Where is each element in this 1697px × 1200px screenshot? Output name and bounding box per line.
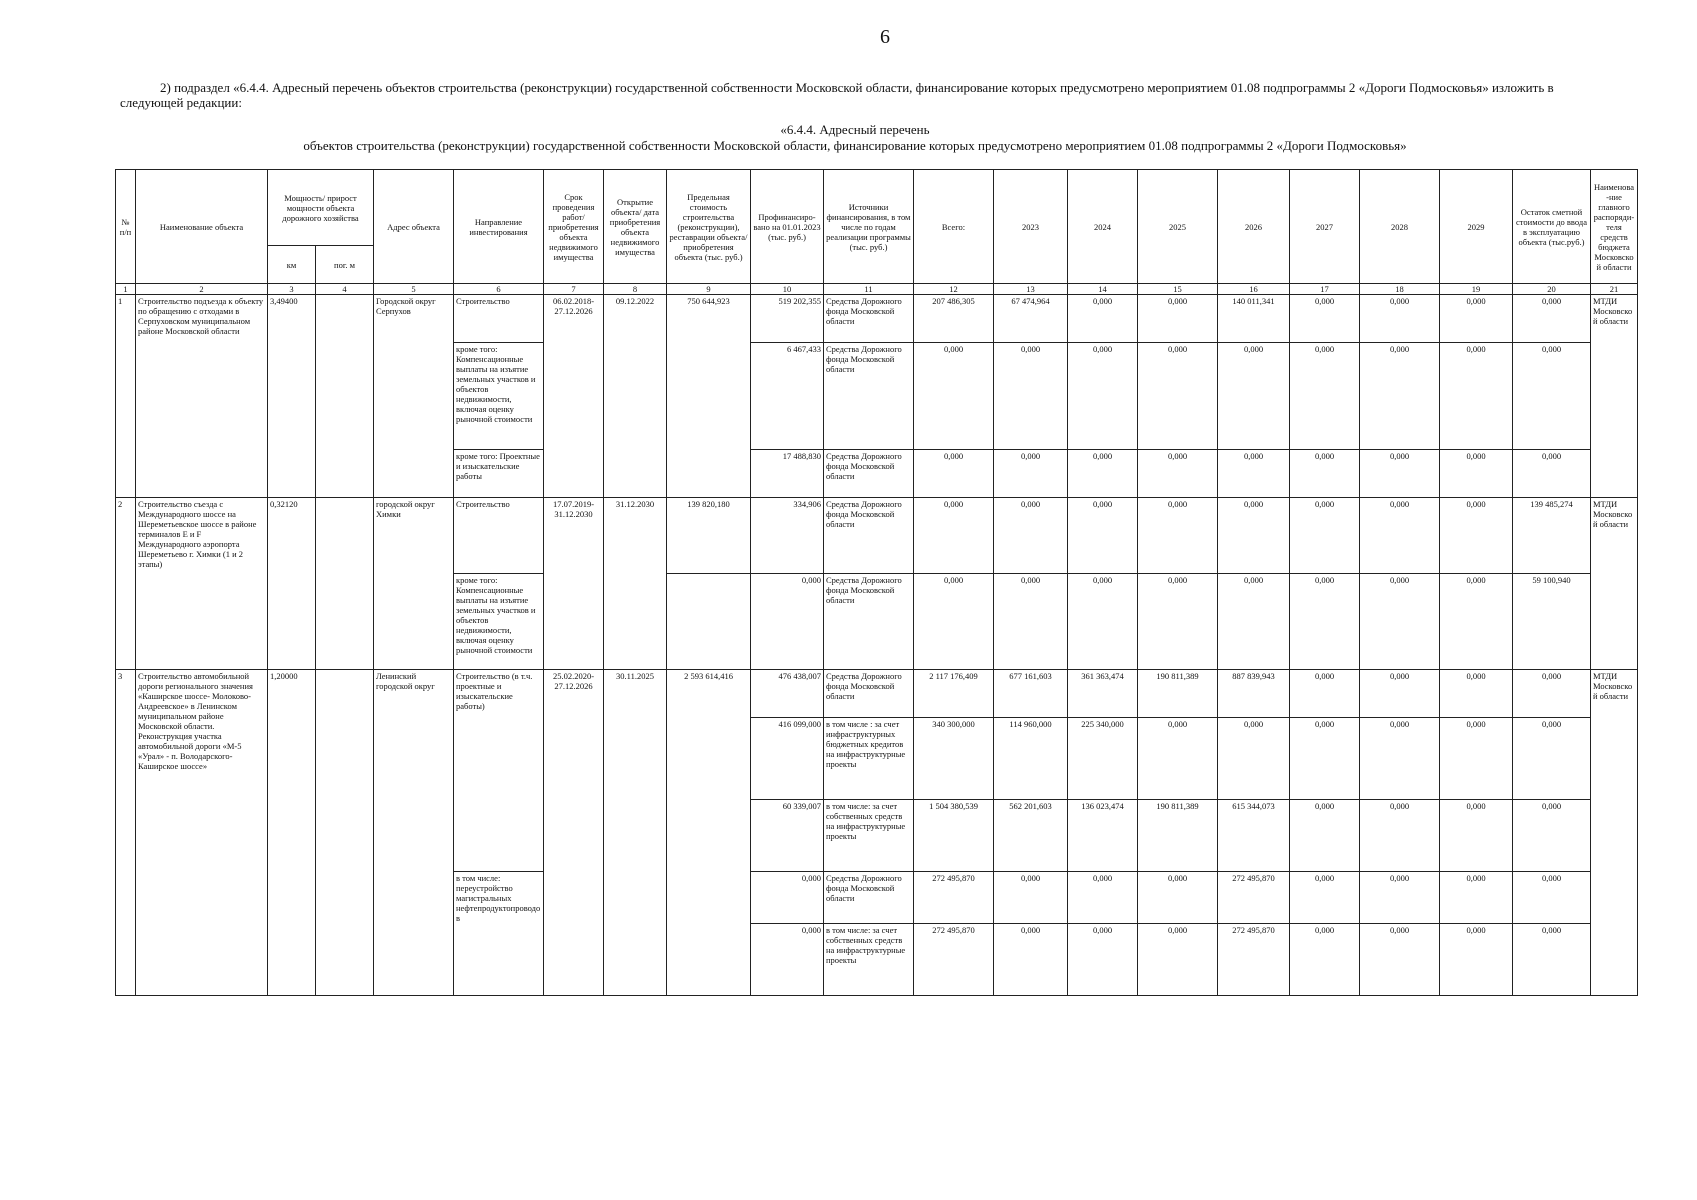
val-2024: 0,000 [1068, 924, 1138, 996]
direction: в том числе: переустройство магистральных нефтепродуктопроводов [454, 872, 544, 996]
col-number: 2 [136, 284, 268, 295]
val-2028: 0,000 [1360, 498, 1440, 574]
val-2027: 0,000 [1290, 872, 1360, 924]
object-km: 0,32120 [268, 498, 316, 670]
remainder: 139 485,274 [1513, 498, 1591, 574]
val-2029: 0,000 [1440, 800, 1513, 872]
val-2024: 0,000 [1068, 450, 1138, 498]
object-num: 2 [116, 498, 136, 670]
val-2023: 0,000 [994, 450, 1068, 498]
val-2029: 0,000 [1440, 872, 1513, 924]
val-2028: 0,000 [1360, 574, 1440, 670]
header-num: № п/п [116, 170, 136, 284]
prefinanced: 416 099,000 [751, 718, 824, 800]
col-number: 16 [1218, 284, 1290, 295]
val-2025: 0,000 [1138, 872, 1218, 924]
object-term: 06.02.2018-27.12.2026 [544, 295, 604, 498]
col-number: 21 [1591, 284, 1638, 295]
header-remainder: Остаток сметной стоимости до ввода в эксплуатацию объекта (тыс.руб.) [1513, 170, 1591, 284]
val-2025: 0,000 [1138, 924, 1218, 996]
intro-paragraph: 2) подраздел «6.4.4. Адресный перечень объектов строительства (реконструкции) государственной собственности Московской области, финансирование которых предусмотрено мероприятием 01.08 подпрограммы 2 «Дороги Подмосковья» изложить в следующей редакции: [120, 80, 1554, 110]
val-2028: 0,000 [1360, 450, 1440, 498]
val-2026: 140 011,341 [1218, 295, 1290, 343]
val-2027: 0,000 [1290, 498, 1360, 574]
object-address: Городской округ Серпухов [374, 295, 454, 498]
header-pog-m: пог. м [316, 246, 374, 284]
val-2025: 0,000 [1138, 718, 1218, 800]
val-total: 0,000 [914, 574, 994, 670]
prefinanced: 0,000 [751, 924, 824, 996]
source: Средства Дорожного фонда Московской области [824, 670, 914, 718]
val-total: 272 495,870 [914, 924, 994, 996]
val-2028: 0,000 [1360, 718, 1440, 800]
remainder: 0,000 [1513, 295, 1591, 343]
header-term: Срок проведения работ/ приобретения объекта недвижимого имущества [544, 170, 604, 284]
object-max-cost: 750 644,923 [667, 295, 751, 498]
header-km: км [268, 246, 316, 284]
val-2029: 0,000 [1440, 498, 1513, 574]
col-number: 4 [316, 284, 374, 295]
object-term: 25.02.2020-27.12.2026 [544, 670, 604, 996]
direction: кроме того: Компенсационные выплаты на изъятие земельных участков и объектов недвижимости, включая оценку рыночной стоимости [454, 343, 544, 450]
remainder: 0,000 [1513, 450, 1591, 498]
val-2024: 0,000 [1068, 872, 1138, 924]
source: в том числе: за счет собственных средств на инфраструктурные проекты [824, 800, 914, 872]
prefinanced: 0,000 [751, 574, 824, 670]
col-number: 9 [667, 284, 751, 295]
col-number: 13 [994, 284, 1068, 295]
remainder: 0,000 [1513, 800, 1591, 872]
val-2025: 190 811,389 [1138, 800, 1218, 872]
col-number: 20 [1513, 284, 1591, 295]
object-km: 1,20000 [268, 670, 316, 996]
object-admin: МТДИ Московской области [1591, 295, 1638, 498]
col-number: 19 [1440, 284, 1513, 295]
col-number: 11 [824, 284, 914, 295]
remainder: 59 100,940 [1513, 574, 1591, 670]
val-2026: 0,000 [1218, 498, 1290, 574]
source: в том числе : за счет инфраструктурных бюджетных кредитов на инфраструктурные проекты [824, 718, 914, 800]
val-2025: 0,000 [1138, 574, 1218, 670]
val-2028: 0,000 [1360, 343, 1440, 450]
direction: кроме того: Компенсационные выплаты на изъятие земельных участков и объектов недвижимости, включая оценку рыночной стоимости [454, 574, 544, 670]
header-2028: 2028 [1360, 170, 1440, 284]
val-2024: 0,000 [1068, 295, 1138, 343]
val-2029: 0,000 [1440, 718, 1513, 800]
val-2024: 0,000 [1068, 343, 1138, 450]
direction: Строительство (в т.ч. проектные и изыскательские работы) [454, 670, 544, 872]
val-2026: 0,000 [1218, 450, 1290, 498]
val-total: 272 495,870 [914, 872, 994, 924]
val-total: 2 117 176,409 [914, 670, 994, 718]
val-2025: 190 811,389 [1138, 670, 1218, 718]
val-2029: 0,000 [1440, 295, 1513, 343]
table-row [116, 670, 1638, 718]
header-capacity: Мощность/ прирост мощности объекта дорожного хозяйства [268, 170, 374, 246]
val-2025: 0,000 [1138, 498, 1218, 574]
val-total: 0,000 [914, 450, 994, 498]
val-2029: 0,000 [1440, 574, 1513, 670]
prefinanced: 476 438,007 [751, 670, 824, 718]
val-2023: 0,000 [994, 574, 1068, 670]
source: Средства Дорожного фонда Московской области [824, 450, 914, 498]
val-2029: 0,000 [1440, 670, 1513, 718]
header-2023: 2023 [994, 170, 1068, 284]
val-2026: 272 495,870 [1218, 924, 1290, 996]
val-2024: 0,000 [1068, 574, 1138, 670]
direction: Строительство [454, 295, 544, 343]
val-total: 1 504 380,539 [914, 800, 994, 872]
object-opening: 09.12.2022 [604, 295, 667, 498]
val-total: 0,000 [914, 498, 994, 574]
val-total: 340 300,000 [914, 718, 994, 800]
val-2025: 0,000 [1138, 343, 1218, 450]
val-2023: 114 960,000 [994, 718, 1068, 800]
source: Средства Дорожного фонда Московской области [824, 498, 914, 574]
col-number: 6 [454, 284, 544, 295]
col-number: 12 [914, 284, 994, 295]
val-2029: 0,000 [1440, 450, 1513, 498]
val-2027: 0,000 [1290, 343, 1360, 450]
header-2024: 2024 [1068, 170, 1138, 284]
prefinanced: 6 467,433 [751, 343, 824, 450]
object-opening: 31.12.2030 [604, 498, 667, 670]
object-name: Строительство автомобильной дороги регионального значения «Каширское шоссе- Молоково-Андреевское» в Ленинском муниципальном районе Московской области. Реконструкция участка автомобильной дороги «М-5 «Урал» - п. Володарского-Каширское шоссе» [136, 670, 268, 996]
object-num: 1 [116, 295, 136, 498]
val-2023: 0,000 [994, 498, 1068, 574]
page-number: 6 [880, 26, 890, 48]
table-row [116, 498, 1638, 574]
header-opening: Открытие объекта/ дата приобретения объекта недвижимого имущества [604, 170, 667, 284]
header-2029: 2029 [1440, 170, 1513, 284]
val-2029: 0,000 [1440, 924, 1513, 996]
val-2027: 0,000 [1290, 800, 1360, 872]
header-prefinanced: Профинансиро-вано на 01.01.2023 (тыс. руб.) [751, 170, 824, 284]
source: Средства Дорожного фонда Московской области [824, 872, 914, 924]
col-number: 3 [268, 284, 316, 295]
val-2026: 272 495,870 [1218, 872, 1290, 924]
val-2028: 0,000 [1360, 295, 1440, 343]
val-2023: 0,000 [994, 872, 1068, 924]
val-2026: 0,000 [1218, 574, 1290, 670]
object-admin: МТДИ Московской области [1591, 670, 1638, 996]
object-address: городской округ Химки [374, 498, 454, 670]
source: Средства Дорожного фонда Московской области [824, 295, 914, 343]
header-sources: Источники финансирования, в том числе по годам реализации программы (тыс. руб.) [824, 170, 914, 284]
table-title [260, 122, 1450, 154]
val-2027: 0,000 [1290, 450, 1360, 498]
direction: Строительство [454, 498, 544, 574]
prefinanced: 0,000 [751, 872, 824, 924]
object-max-cost: 2 593 614,416 [667, 670, 751, 996]
object-name: Строительство съезда с Международного шоссе на Шереметьевское шоссе в районе терминалов E и F Международного аэропорта Шереметьево г. Химки (1 и 2 этапы) [136, 498, 268, 670]
val-2024: 225 340,000 [1068, 718, 1138, 800]
object-opening: 30.11.2025 [604, 670, 667, 996]
val-2024: 136 023,474 [1068, 800, 1138, 872]
source: Средства Дорожного фонда Московской области [824, 343, 914, 450]
remainder: 0,000 [1513, 670, 1591, 718]
val-2024: 361 363,474 [1068, 670, 1138, 718]
val-2023: 0,000 [994, 343, 1068, 450]
val-2023: 562 201,603 [994, 800, 1068, 872]
val-2025: 0,000 [1138, 295, 1218, 343]
title-line-1: «6.4.4. Адресный перечень [780, 122, 930, 137]
val-total: 207 486,305 [914, 295, 994, 343]
header-2026: 2026 [1218, 170, 1290, 284]
val-2027: 0,000 [1290, 718, 1360, 800]
col-number: 7 [544, 284, 604, 295]
source: в том числе: за счет собственных средств на инфраструктурные проекты [824, 924, 914, 996]
val-2027: 0,000 [1290, 924, 1360, 996]
prefinanced: 17 488,830 [751, 450, 824, 498]
val-2028: 0,000 [1360, 800, 1440, 872]
object-num: 3 [116, 670, 136, 996]
header-max-cost: Предельная стоимость строительства (реконструкции), реставрации объекта/ приобретения объекта (тыс. руб.) [667, 170, 751, 284]
header-2025: 2025 [1138, 170, 1218, 284]
object-address: Ленинский городской округ [374, 670, 454, 996]
remainder: 0,000 [1513, 718, 1591, 800]
val-2025: 0,000 [1138, 450, 1218, 498]
col-number: 1 [116, 284, 136, 295]
val-2027: 0,000 [1290, 670, 1360, 718]
object-km: 3,49400 [268, 295, 316, 498]
val-2028: 0,000 [1360, 924, 1440, 996]
col-number: 10 [751, 284, 824, 295]
object-pog-m [316, 498, 374, 670]
val-2024: 0,000 [1068, 498, 1138, 574]
address-list-table [115, 169, 1638, 996]
remainder: 0,000 [1513, 872, 1591, 924]
col-number: 14 [1068, 284, 1138, 295]
header-admin: Наименова-ние главного распоряди-теля средств бюджета Московской области [1591, 170, 1638, 284]
val-2023: 0,000 [994, 924, 1068, 996]
prefinanced: 60 339,007 [751, 800, 824, 872]
val-total: 0,000 [914, 343, 994, 450]
prefinanced: 334,906 [751, 498, 824, 574]
col-number: 15 [1138, 284, 1218, 295]
table-row [116, 295, 1638, 343]
val-2026: 615 344,073 [1218, 800, 1290, 872]
val-2027: 0,000 [1290, 574, 1360, 670]
remainder: 0,000 [1513, 343, 1591, 450]
prefinanced: 519 202,355 [751, 295, 824, 343]
object-max-cost: 139 820,180 [667, 498, 751, 574]
col-number: 17 [1290, 284, 1360, 295]
val-2029: 0,000 [1440, 343, 1513, 450]
object-admin: МТДИ Московской области [1591, 498, 1638, 670]
val-2023: 677 161,603 [994, 670, 1068, 718]
header-total: Всего: [914, 170, 994, 284]
header-name: Наименование объекта [136, 170, 268, 284]
header-2027: 2027 [1290, 170, 1360, 284]
object-pog-m [316, 295, 374, 498]
val-2026: 887 839,943 [1218, 670, 1290, 718]
header-address: Адрес объекта [374, 170, 454, 284]
val-2028: 0,000 [1360, 872, 1440, 924]
val-2027: 0,000 [1290, 295, 1360, 343]
val-2026: 0,000 [1218, 718, 1290, 800]
object-name: Строительство подъезда к объекту по обращению с отходами в Серпуховском муниципальном районе Московской области [136, 295, 268, 498]
column-numbers-row [116, 284, 1638, 295]
title-line-2: объектов строительства (реконструкции) государственной собственности Московской области, финансирование которых предусмотрено мероприятием 01.08 подпрограммы 2 «Дороги Подмосковья» [303, 138, 1407, 153]
col-number: 5 [374, 284, 454, 295]
remainder: 0,000 [1513, 924, 1591, 996]
val-2026: 0,000 [1218, 343, 1290, 450]
col-number: 18 [1360, 284, 1440, 295]
source: Средства Дорожного фонда Московской области [824, 574, 914, 670]
header-direction: Направление инвестирования [454, 170, 544, 284]
direction: кроме того: Проектные и изыскательские работы [454, 450, 544, 498]
empty-cell [667, 574, 751, 670]
object-term: 17.07.2019-31.12.2030 [544, 498, 604, 670]
val-2023: 67 474,964 [994, 295, 1068, 343]
val-2028: 0,000 [1360, 670, 1440, 718]
object-pog-m [316, 670, 374, 996]
col-number: 8 [604, 284, 667, 295]
